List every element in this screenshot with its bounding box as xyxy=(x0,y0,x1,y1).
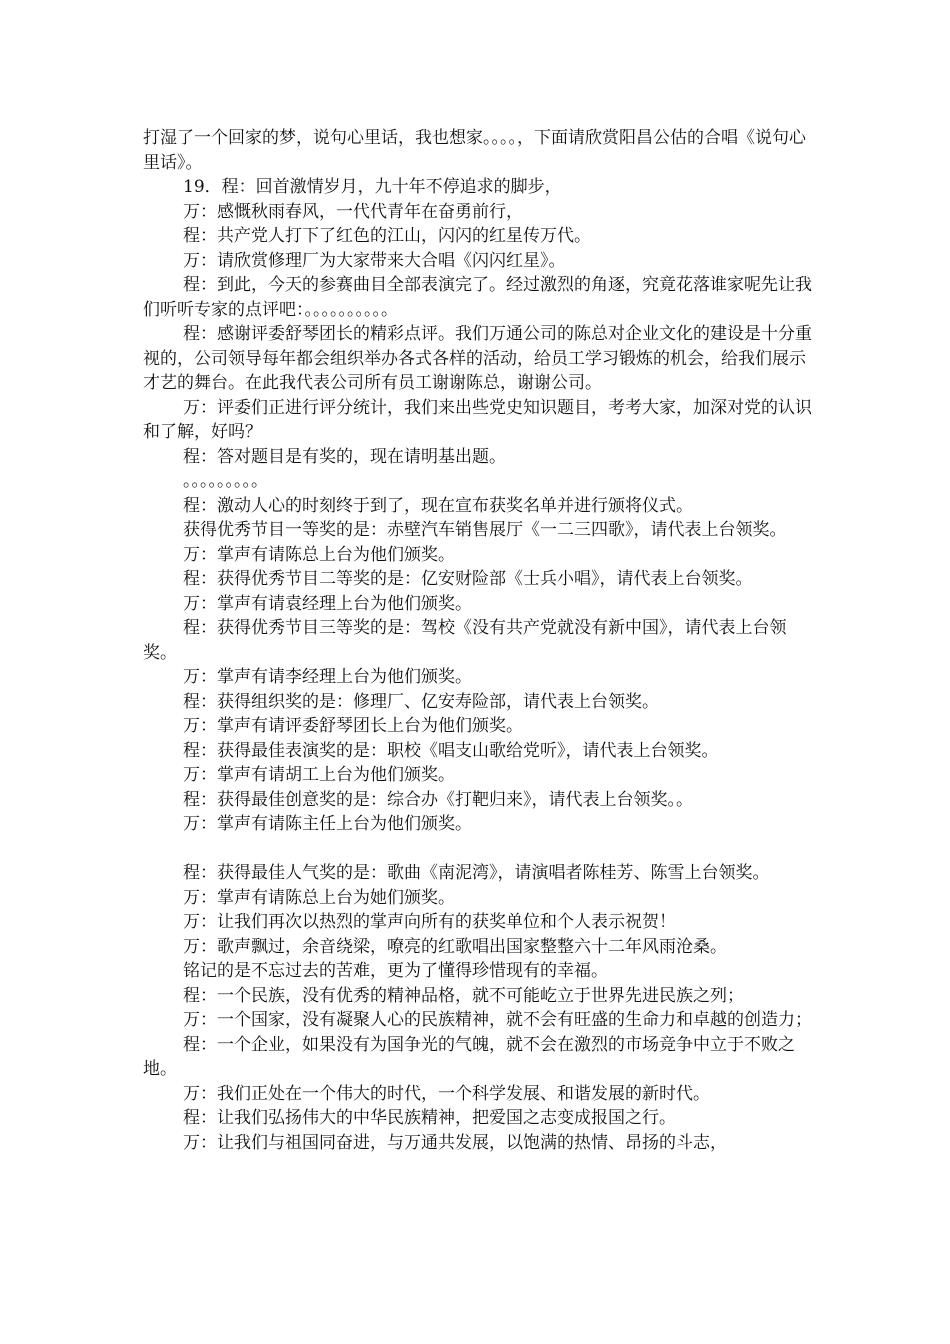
document-paragraph: 万：让我们与祖国同奋进，与万通共发展，以饱满的热情、昂扬的斗志， xyxy=(183,1132,727,1153)
document-paragraph: 程：感谢评委舒琴团长的精彩点评。我们万通公司的陈总对企业文化的建设是十分重视的，公司领导每年都会组织举办各式各样的活动，给员工学习锻炼的机会，给我们展示才艺的舞台。在此我代表公司所有员工谢谢陈总，谢谢公司。 xyxy=(143,324,812,393)
document-paragraph: 程：到此，今天的参赛曲目全部表演完了。经过激烈的角逐，究竟花落谁家呢先让我们听听专家的点评吧：。。。。。。。。。。 xyxy=(143,275,812,320)
document-paragraph: 程：激动人心的时刻终于到了，现在宣布获奖名单并进行颁将仪式。 xyxy=(183,495,693,516)
document-paragraph: 程：获得组织奖的是：修理厂、亿安寿险部，请代表上台领奖。 xyxy=(183,691,659,712)
document-paragraph: 程：一个企业，如果没有为国争光的气魄，就不会在激烈的市场竞争中立于不败之地。 xyxy=(143,1034,795,1079)
document-paragraph: 打湿了一个回家的梦，说句心里话，我也想家。。。。，下面请欣赏阳昌公估的合唱《说句心里话》。 xyxy=(143,128,806,173)
document-paragraph: 万：掌声有请陈总上台为他们颁奖。 xyxy=(183,544,455,565)
document-paragraph: 万：掌声有请陈主任上台为他们颁奖。 xyxy=(183,814,472,834)
document-paragraph: 万：评委们正进行评分统计，我们来出些党史知识题目，考考大家，加深对党的认识和了解，好吗？ xyxy=(143,397,812,442)
document-paragraph: 程：一个民族，没有优秀的精神品格，就不可能屹立于世界先进民族之列； xyxy=(183,985,744,1006)
document-paragraph: 万：让我们再次以热烈的掌声向所有的获奖单位和个人表示祝贺！ xyxy=(183,912,676,932)
document-paragraph: 万：我们正处在一个伟大的时代，一个科学发展、和谐发展的新时代。 xyxy=(183,1083,710,1104)
document-paragraph: 程：答对题目是有奖的，现在请明基出题。 xyxy=(183,446,506,467)
document-paragraph: 程：让我们弘扬伟大的中华民族精神，把爱国之志变成报国之行。 xyxy=(183,1108,676,1128)
document-paragraph: 铭记的是不忘过去的苦难，更为了懂得珍惜现有的幸福。 xyxy=(183,961,608,981)
blank-line xyxy=(143,837,813,862)
document-paragraph: 万：掌声有请袁经理上台为他们颁奖。 xyxy=(183,593,472,614)
document-paragraph: 获得优秀节目一等奖的是：赤壁汽车销售展厅《一二三四歌》，请代表上台领奖。 xyxy=(183,520,787,540)
document-paragraph: 万：感慨秋雨春风，一代代青年在奋勇前行， xyxy=(183,201,523,222)
document-paragraph: 程：获得最佳表演奖的是：职校《唱支山歌给党听》，请代表上台领奖。 xyxy=(183,740,719,761)
document-paragraph: 万：一个国家，没有凝聚人心的民族精神，就不会有旺盛的生命力和卓越的创造力； xyxy=(183,1010,812,1030)
document-body xyxy=(143,126,813,1155)
document-paragraph: 程：获得优秀节目二等奖的是：亿安财险部《士兵小唱》，请代表上台领奖。 xyxy=(183,569,753,589)
document-paragraph: 程：共产党人打下了红色的江山，闪闪的红星传万代。 xyxy=(183,226,591,246)
document-paragraph: 程：获得最佳人气奖的是：歌曲《南泥湾》，请演唱者陈桂芳、陈雪上台领奖。 xyxy=(183,863,770,883)
document-paragraph: 程：获得优秀节目三等奖的是：驾校《没有共产党就没有新中国》，请代表上台领奖。 xyxy=(143,618,787,663)
document-paragraph: 万：掌声有请评委舒琴团长上台为他们颁奖。 xyxy=(183,716,523,736)
document-paragraph: 万：掌声有请李经理上台为他们颁奖。 xyxy=(183,667,472,687)
document-paragraph: 万：掌声有请陈总上台为她们颁奖。 xyxy=(183,887,455,908)
document-paragraph: 程：获得最佳创意奖的是：综合办《打靶归来》，请代表上台领奖。。 xyxy=(183,789,693,810)
document-paragraph: 万：请欣赏修理厂为大家带来大合唱《闪闪红星》。 xyxy=(183,250,566,271)
document-paragraph: 。。。。。。。。。 xyxy=(183,471,268,491)
document-paragraph: 万：歌声飘过，余音绕梁，嘹亮的红歌唱出国家整整六十二年风雨沧桑。 xyxy=(183,936,727,957)
document-paragraph: 万：掌声有请胡工上台为他们颁奖。 xyxy=(183,765,455,785)
document-paragraph: 19．程：回首激情岁月，九十年不停追求的脚步， xyxy=(183,177,562,197)
